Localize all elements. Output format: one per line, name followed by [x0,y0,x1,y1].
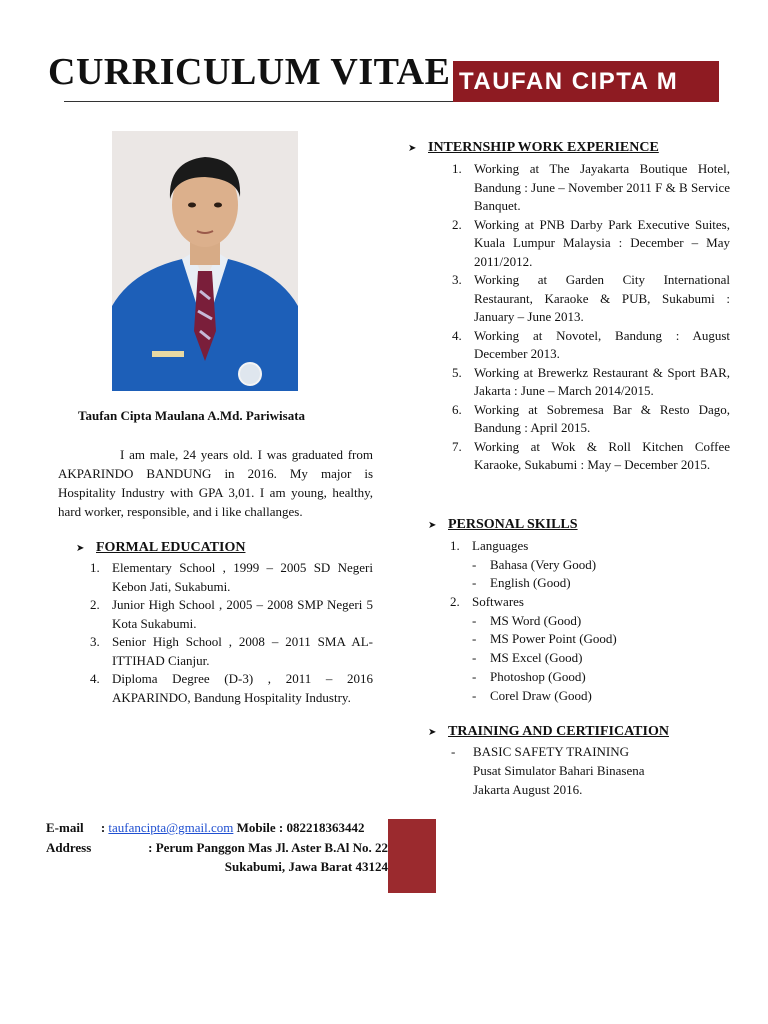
skills-list [450,537,730,706]
mobile-label: Mobile : [236,820,284,835]
list-item: - MS Word (Good) [472,612,582,628]
email-link[interactable]: taufancipta@gmail.com [108,820,234,835]
name-banner: TAUFAN CIPTA M [453,61,719,102]
list-item: 4. Working at Novotel, Bandung : August December 2013. [452,327,730,361]
arrowhead-bullet-icon: ➤ [428,520,437,531]
decorative-red-block [388,819,436,893]
list-item: 4. Diploma Degree (D-3) , 2011 – 2016 AKPARINDO, Bandung Hospitality Industry. [90,671,373,705]
list-item: 5. Working at Brewerkz Restaurant & Sport BAR, Jakarta : June – March 2014/2015. [452,364,730,398]
training-item: - BASIC SAFETY TRAINING Pusat Simulator Bahari Binasena Jakarta August 2016. [451,742,731,799]
training-location-date: Jakarta August 2016. [473,782,583,797]
education-title-text: FORMAL EDUCATION [96,540,246,555]
list-item: - English (Good) [472,575,571,591]
skills-section-title [428,517,578,533]
list-item: - MS Power Point (Good) [472,631,617,647]
title-underline [64,101,468,102]
profile-summary: I am male, 24 years old. I was graduated from AKPARINDO BANDUNG in 2016. My major is Hospitality Industry with GPA 3,01. I am young, healthy, hard worker, responsible, and i like challanges. [58,447,373,519]
contact-block: E-mail : taufancipta@gmail.com Mobile : 082218363442 Address : Perum Panggon Mas Jl. Aster B.Al No. 22 Sukabumi, Jawa Barat 43124 [46,818,388,877]
list-item: 3. Senior High School , 2008 – 2011 SMA AL-ITTIHAD Cianjur. [90,634,373,668]
mobile-number: 082218363442 [286,820,365,835]
internship-title-text: INTERNSHIP WORK EXPERIENCE [428,140,659,155]
list-item: 2. Junior High School , 2005 – 2008 SMP Negeri 5 Kota Sukabumi. [90,597,373,631]
training-name: BASIC SAFETY TRAINING [473,744,630,759]
list-item: - Corel Draw (Good) [472,687,592,703]
address-line-1: : Perum Panggon Mas Jl. Aster B.Al No. 22 [148,839,388,855]
list-item: 1. Elementary School , 1999 – 2005 SD Negeri Kebon Jati, Sukabumi. [90,560,373,594]
skill-group-languages: 1. Languages [450,538,529,553]
list-item: 2. Working at PNB Darby Park Executive Suites, Kuala Lumpur Malaysia : December – May 2011/2012. [452,216,730,269]
email-label: E-mail [46,820,84,835]
list-item: 3. Working at Garden City International Restaurant, Karaoke & PUB, Sukabumi : January – June 2013. [452,272,730,324]
full-name: Taufan Cipta Maulana A.Md. Pariwisata [78,408,306,423]
skill-group-softwares: 2. Softwares [450,594,524,610]
education-section-title [76,540,245,556]
training-institution: Pusat Simulator Bahari Binasena [473,763,645,778]
skills-title-text: PERSONAL SKILLS [448,517,578,532]
list-item: 1. Working at The Jayakarta Boutique Hotel, Bandung : June – November 2011 F & B Service Banquet. [452,161,730,213]
internship-section-title [408,140,659,156]
training-title-text: TRAINING AND CERTIFICATION [448,724,669,739]
list-item: - Photoshop (Good) [472,668,586,684]
portrait-illustration [112,131,298,391]
list-item: - MS Excel (Good) [472,650,583,666]
profile-photo [112,131,298,391]
training-section-title [428,724,669,740]
list-item: 6. Working at Sobremesa Bar & Resto Dago, Bandung : April 2015. [452,401,730,435]
education-list [90,559,373,707]
page-title: CURRICULUM VITAE [48,51,451,93]
arrowhead-bullet-icon: ➤ [76,543,85,554]
internship-list [452,160,730,475]
list-item: - Bahasa (Very Good) [472,556,597,572]
address-label: Address [46,839,92,855]
arrowhead-bullet-icon: ➤ [428,727,437,738]
list-item: 7. Working at Wok & Roll Kitchen Coffee Karaoke, Sukabumi : May – December 2015. [452,438,730,472]
address-line-2: Sukabumi, Jawa Barat 43124 [224,859,388,874]
arrowhead-bullet-icon: ➤ [408,143,417,154]
